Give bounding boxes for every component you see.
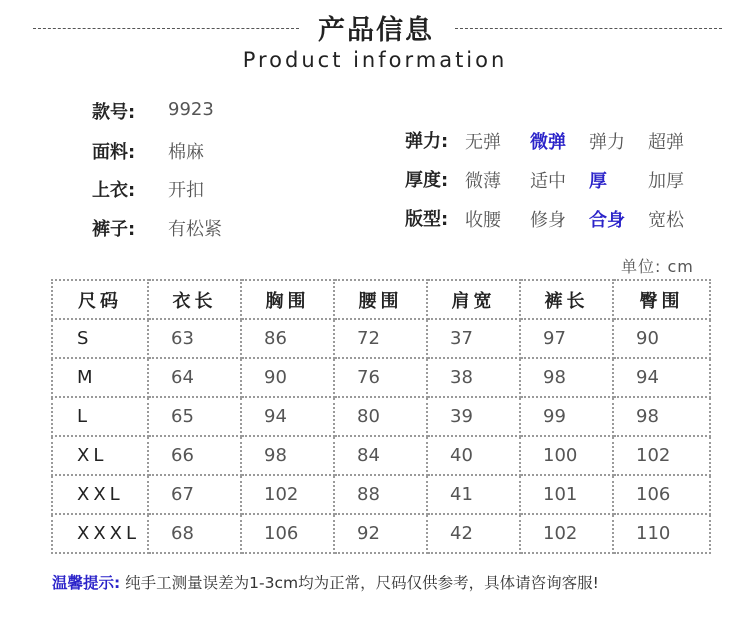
table-header-cell: 肩宽 [427, 280, 520, 319]
fabric-value: 棉麻 [168, 142, 204, 163]
table-cell: 94 [613, 358, 710, 397]
table-cell: 110 [613, 514, 710, 553]
table-cell-size: XXL [52, 475, 148, 514]
table-cell-size: S [52, 319, 148, 358]
table-cell: 38 [427, 358, 520, 397]
table-header-cell: 臀围 [613, 280, 710, 319]
elasticity-option-selected: 微弹 [530, 132, 566, 153]
table-row [52, 514, 710, 553]
tip-label: 温馨提示: [52, 574, 121, 592]
table-cell: 37 [427, 319, 520, 358]
fit-label: 版型: [405, 209, 449, 230]
table-cell: 76 [334, 358, 427, 397]
table-row [52, 475, 710, 514]
top-value: 开扣 [168, 180, 204, 201]
table-cell: 98 [613, 397, 710, 436]
fit-option: 收腰 [465, 210, 501, 231]
table-cell: 97 [520, 319, 613, 358]
table-header-cell: 衣长 [148, 280, 241, 319]
table-cell-size: XXXL [52, 514, 148, 553]
table-cell: 63 [148, 319, 241, 358]
table-cell: 86 [241, 319, 334, 358]
table-row [52, 436, 710, 475]
table-cell: 84 [334, 436, 427, 475]
table-cell: 41 [427, 475, 520, 514]
table-cell: 99 [520, 397, 613, 436]
table-cell-size: L [52, 397, 148, 436]
table-cell: 66 [148, 436, 241, 475]
table-cell: 68 [148, 514, 241, 553]
table-header-row [52, 280, 710, 319]
table-header-cell: 尺码 [52, 280, 148, 319]
tip-text: 纯手工测量误差为1-3cm均为正常，尺码仅供参考，具体请咨询客服! [125, 574, 599, 592]
table-cell: 42 [427, 514, 520, 553]
table-cell: 106 [241, 514, 334, 553]
thickness-option-selected: 厚 [589, 171, 607, 192]
table-cell: 90 [613, 319, 710, 358]
page-subtitle: Product information [242, 48, 508, 72]
elasticity-option: 无弹 [465, 132, 501, 153]
elasticity-label: 弹力: [405, 131, 449, 152]
thickness-option: 加厚 [648, 171, 684, 192]
page-title: 产品信息 [318, 15, 434, 46]
table-cell: 100 [520, 436, 613, 475]
pants-value: 有松紧 [168, 219, 222, 240]
style-number-value: 9923 [168, 99, 214, 120]
table-cell: 106 [613, 475, 710, 514]
table-cell: 98 [520, 358, 613, 397]
pants-label: 裤子: [92, 219, 136, 240]
elasticity-option: 弹力 [589, 132, 625, 153]
table-cell: 101 [520, 475, 613, 514]
style-number-label: 款号: [92, 102, 136, 123]
thickness-option: 适中 [530, 171, 566, 192]
table-cell: 80 [334, 397, 427, 436]
table-cell: 88 [334, 475, 427, 514]
fit-option: 宽松 [648, 210, 684, 231]
table-cell: 67 [148, 475, 241, 514]
table-cell: 92 [334, 514, 427, 553]
table-cell: 72 [334, 319, 427, 358]
table-cell: 40 [427, 436, 520, 475]
table-cell: 102 [241, 475, 334, 514]
table-cell: 65 [148, 397, 241, 436]
care-tip [52, 571, 599, 593]
table-cell: 39 [427, 397, 520, 436]
table-cell: 64 [148, 358, 241, 397]
thickness-option: 微薄 [465, 171, 501, 192]
header-divider-right [455, 28, 722, 29]
fit-option-selected: 合身 [589, 210, 625, 231]
top-label: 上衣: [92, 180, 136, 201]
table-cell: 90 [241, 358, 334, 397]
elasticity-option: 超弹 [648, 132, 684, 153]
table-cell: 94 [241, 397, 334, 436]
table-cell-size: XL [52, 436, 148, 475]
table-cell: 98 [241, 436, 334, 475]
fit-option: 修身 [530, 210, 566, 231]
header-divider-left [33, 28, 299, 29]
table-row [52, 319, 710, 358]
table-row [52, 397, 710, 436]
table-header-cell: 腰围 [334, 280, 427, 319]
table-cell: 102 [613, 436, 710, 475]
size-table [51, 279, 711, 554]
table-header-cell: 胸围 [241, 280, 334, 319]
table-cell-size: M [52, 358, 148, 397]
table-row [52, 358, 710, 397]
table-header-cell: 裤长 [520, 280, 613, 319]
fabric-label: 面料: [92, 142, 136, 163]
thickness-label: 厚度: [405, 170, 449, 191]
unit-label: 单位: cm [621, 257, 694, 276]
table-cell: 102 [520, 514, 613, 553]
